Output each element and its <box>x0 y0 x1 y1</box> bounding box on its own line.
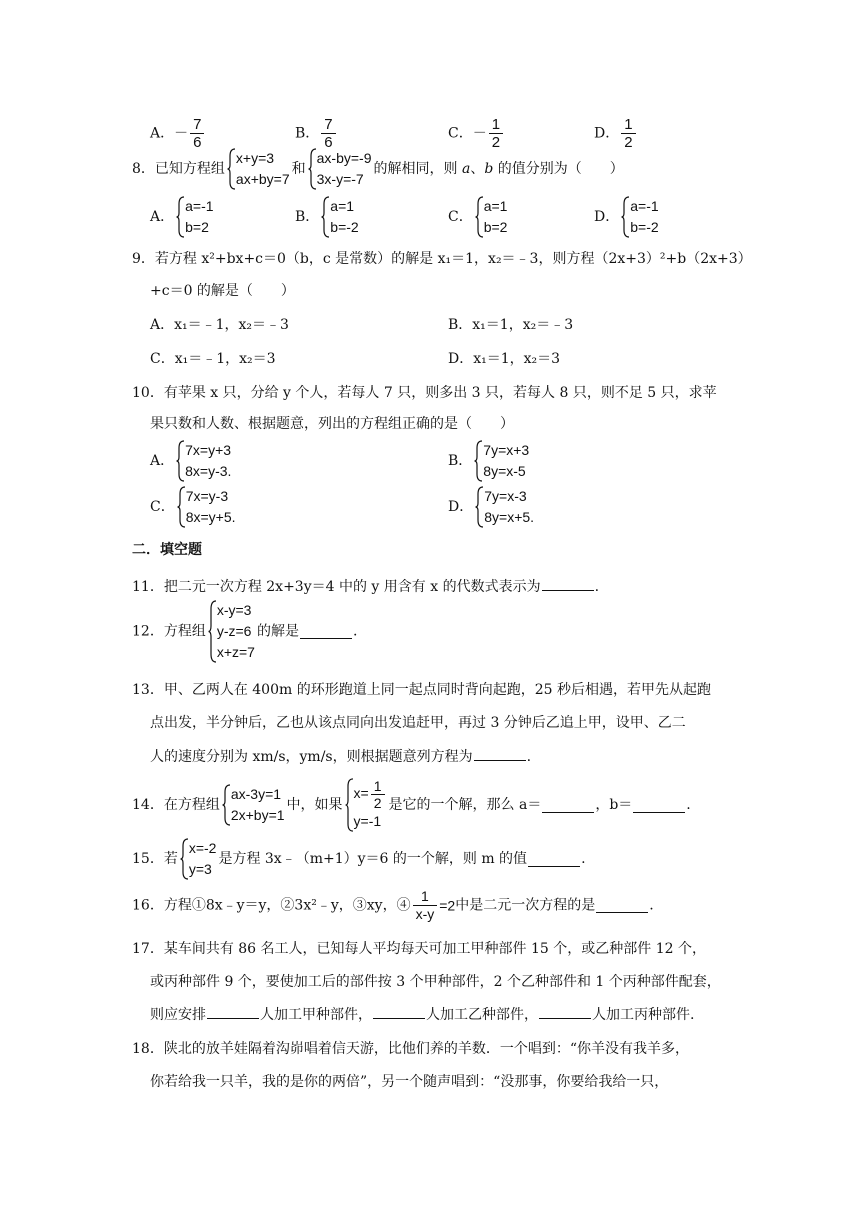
q9-option-b: B．x₁＝1，x₂＝﹣3 <box>448 317 574 333</box>
equation-system: x+y=3 ax+by=7 <box>227 148 290 190</box>
q8-option-c: C． a=1 b=2 <box>448 198 508 235</box>
q18-line-1: 18．陕北的放羊娃隔着沟峁唱着信天游，比他们养的羊数．一个唱到：“你羊没有我羊多， <box>132 1041 689 1057</box>
fraction: $\frac{1}{2}$ <box>489 116 503 151</box>
answer-blank-a[interactable] <box>542 798 594 813</box>
q9-line-1: 9．若方程 x²+bx+c＝0（b，c 是常数）的解是 x₁＝1，x₂＝﹣3，则方程（2x+3）²+b（2x+3） <box>132 251 752 267</box>
q10-option-b: B． 7y=x+3 8y=x-5 <box>448 442 530 479</box>
answer-blank-3[interactable] <box>539 1004 591 1019</box>
q9-line-2: +c＝0 的解是（ ） <box>150 283 295 299</box>
q10-option-a: A． 7x=y+3 8x=y-3. <box>150 442 232 479</box>
answer-blank[interactable] <box>596 898 648 913</box>
q9-option-c: C．x₁＝﹣1，x₂＝3 <box>150 351 276 367</box>
answer-blank-2[interactable] <box>373 1004 425 1019</box>
q13-line-2: 点出发，半分钟后，乙也从该点同向出发追赶甲，再过 3 分钟后乙追上甲，设甲、乙二 <box>150 715 686 731</box>
q9-option-d: D．x₁＝1，x₂＝3 <box>448 351 561 367</box>
question-12: 12．方程组 x-y=3 y-z=6 x+z=7 的解是 . <box>132 600 357 663</box>
q9-option-a: A．x₁＝﹣1，x₂＝﹣3 <box>150 317 289 333</box>
answer-blank-1[interactable] <box>207 1004 259 1019</box>
q10-line-1: 10．有苹果 x 只，分给 y 个人，若每人 7 只，则多出 3 只，若每人 8 只，则不足 5 只，求苹 <box>132 385 717 401</box>
equation-system: x-y=3 y-z=6 x+z=7 <box>208 600 255 663</box>
equation-system: ax-3y=1 2x+by=1 <box>222 784 285 826</box>
q10-option-d: D． 7y=x-3 8y=x+5. <box>448 488 535 525</box>
solution-system: x= $\frac{1}{2}$ y=-1 <box>345 778 387 832</box>
question-15: 15．若 x=-2 y=3 是方程 3x﹣（m+1）y＝6 的一个解，则 m 的值 . <box>132 838 586 880</box>
q7-option-a: A．－ $\frac{7}{6}$ <box>150 116 206 151</box>
question-8: 8．已知方程组 x+y=3 ax+by=7 和 ax-by=-9 3x-y=-7 的解相同，则 a、b 的值分别为（ ） <box>132 148 624 190</box>
q17-line-3: 则应安排 人加工甲种部件， 人加工乙种部件， 人加工丙种部件. <box>150 1004 694 1025</box>
q7-option-b: B． $\frac{7}{6}$ <box>295 116 338 151</box>
equation-system: ax-by=-9 3x-y=-7 <box>308 148 372 190</box>
q7-option-d: D． $\frac{1}{2}$ <box>594 116 638 151</box>
q17-line-1: 17．某车间共有 86 名工人，已知每人平均每天可加工甲种部件 15 个，或乙种部件 12 个， <box>132 941 706 957</box>
fraction: $\frac{7}{6}$ <box>190 116 204 151</box>
q18-line-2: 你若给我一只羊，我的是你的两倍”，另一个随声唱到：“没那事，你要给我给一只， <box>150 1074 669 1090</box>
q10-option-c: C． 7x=y-3 8x=y+5. <box>150 488 236 525</box>
q10-line-2: 果只数和人数、根据题意，列出的方程组正确的是（ ） <box>150 416 514 432</box>
fraction: $\frac{1}{x-y}$ <box>413 888 438 923</box>
fraction: $\frac{1}{2}$ <box>621 116 635 151</box>
equation-system: x=-2 y=3 <box>180 838 217 880</box>
answer-blank[interactable] <box>528 852 580 867</box>
question-16: 16．方程①8x﹣y＝y，②3x²﹣y，③xy，④ $\frac{1}{x-y}$ =2中是二元一次方程的是 . <box>132 888 654 922</box>
question-14: 14．在方程组 ax-3y=1 2x+by=1 中，如果 x= $\frac{1}{2}$ y=-1 是它的一个解，那么 a＝ ，b＝ . <box>132 778 691 832</box>
answer-blank-b[interactable] <box>633 798 685 813</box>
answer-blank[interactable] <box>474 746 526 761</box>
section-title: 二．填空题 <box>132 542 202 558</box>
q8-option-a: A． a=-1 b=2 <box>150 198 214 235</box>
q17-line-2: 或丙种部件 9 个，要使加工后的部件按 3 个甲种部件，2 个乙种部件和 1 个丙种部件配套， <box>150 974 721 990</box>
answer-blank[interactable] <box>542 576 594 591</box>
q13-line-3: 人的速度分别为 xm/s，ym/s，则根据题意列方程为 . <box>150 746 531 767</box>
q8-option-b: B． a=1 b=-2 <box>295 198 359 235</box>
q7-option-c: C．－ $\frac{1}{2}$ <box>448 116 505 151</box>
answer-blank[interactable] <box>300 624 352 639</box>
question-11: 11．把二元一次方程 2x+3y＝4 中的 y 用含有 x 的代数式表示为 . <box>132 576 599 597</box>
q8-option-d: D． a=-1 b=-2 <box>594 198 659 235</box>
q13-line-1: 13．甲、乙两人在 400m 的环形跑道上同一起点同时背向起跑，25 秒后相遇，若甲先从起跑 <box>132 682 711 698</box>
fraction: $\frac{7}{6}$ <box>321 116 335 151</box>
